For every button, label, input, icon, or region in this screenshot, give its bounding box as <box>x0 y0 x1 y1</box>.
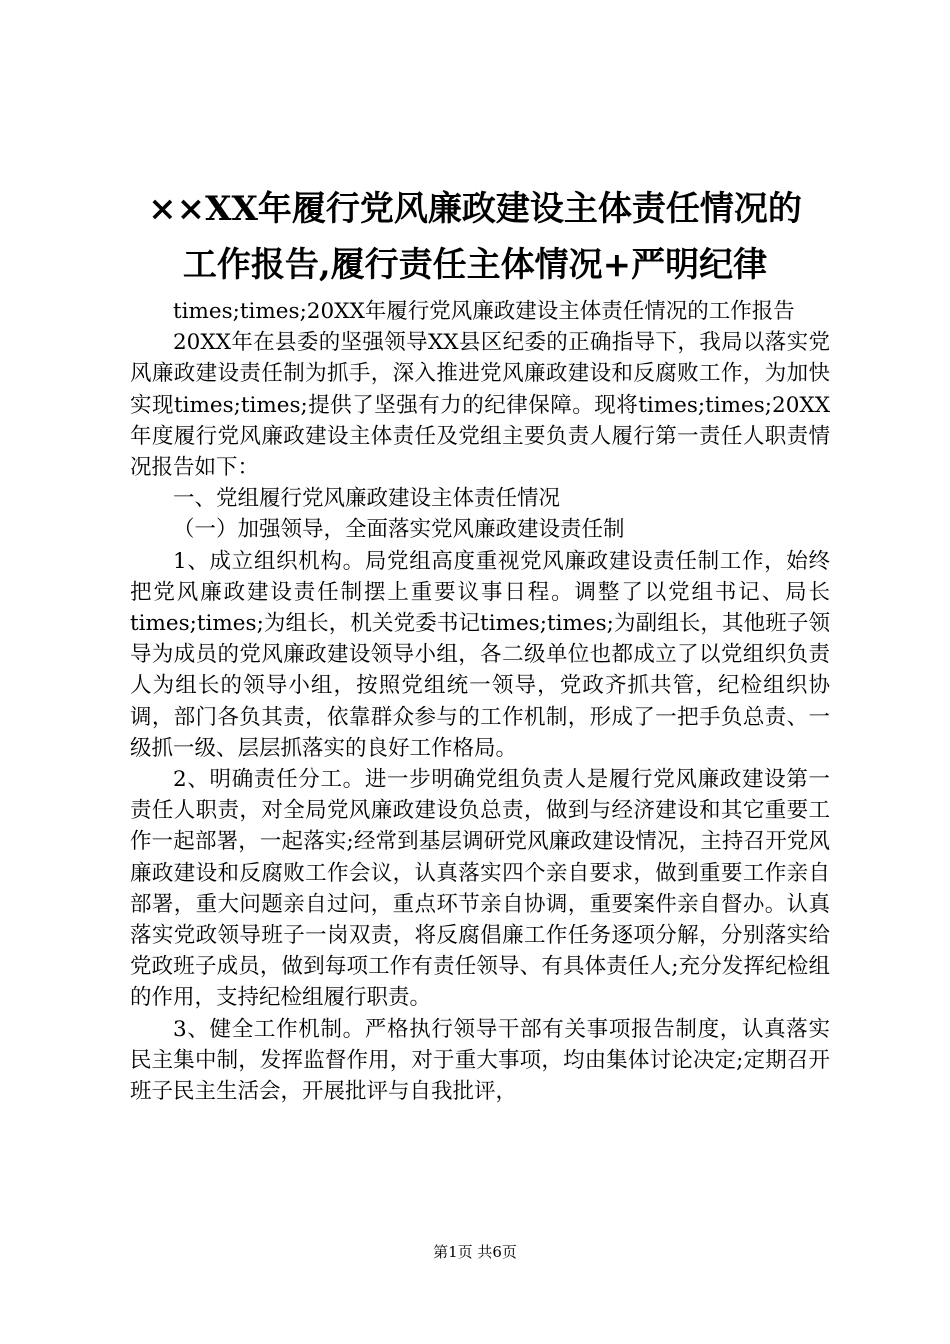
document-body <box>130 296 830 1107</box>
paragraph-item-3: 3、健全工作机制。严格执行领导干部有关事项报告制度，认真落实民主集中制，发挥监督作用，对于重大事项，均由集体讨论决定;定期召开班子民主生活会，开展批评与自我批评， <box>130 1016 830 1105</box>
subsection-heading-1: （一）加强领导，全面落实党风廉政建设责任制 <box>173 517 625 543</box>
paragraph-item-1: 1、成立组织机构。局党组高度重视党风廉政建设责任制工作，始终把党风廉政建设责任制摆上重要议事日程。调整了以党组书记、局长times;times;为组长，机关党委书记times;times;为副组长，其他班子领导为成员的党风廉政建设领导小组，各二级单位也都成立了以党组织负责人为组长的领导小组，按照党组统一领导，党政齐抓共管，纪检组织协调，部门各负其责，依靠群众参与的工作机制，形成了一把手负总责、一级抓一级、层层抓落实的良好工作格局。 <box>130 548 830 761</box>
document-title-line-2: 工作报告,履行责任主体情况+严明纪律 <box>182 245 768 285</box>
paragraph-item-2: 2、明确责任分工。进一步明确党组负责人是履行党风廉政建设第一责任人职责，对全局党风廉政建设负总责，做到与经济建设和其它重要工作一起部署，一起落实;经常到基层调研党风廉政建设情况，主持召开党风廉政建设和反腐败工作会议，认真落实四个亲自要求，做到重要工作亲自部署，重大问题亲自过问，重点环节亲自协调，重要案件亲自督办。认真落实党政领导班子一岗双责，将反腐倡廉工作任务逐项分解，分别落实给党政班子成员，做到每项工作有责任领导、有具体责任人;充分发挥纪检组的作用，支持纪检组履行职责。 <box>130 767 830 1011</box>
page-footer: 第1页 共6页 <box>433 1243 517 1261</box>
paragraph-subtitle: times;times;20XX年履行党风廉政建设主体责任情况的工作报告 <box>173 299 795 324</box>
paragraph-intro: 20XX年在县委的坚强领导XX县区纪委的正确指导下，我局以落实党风廉政建设责任制为抓手，深入推进党风廉政建设和反腐败工作，为加快实现times;times;提供了坚强有力的纪律保障。现将times;times;20XX年度履行党风廉政建设主体责任及党组主要负责人履行第一责任人职责情况报告如下： <box>130 330 830 481</box>
document-title-line-1: ××XX年履行党风廉政建设主体责任情况的 <box>148 189 802 229</box>
section-heading-1: 一、党组履行党风廉政建设主体责任情况 <box>173 486 561 512</box>
